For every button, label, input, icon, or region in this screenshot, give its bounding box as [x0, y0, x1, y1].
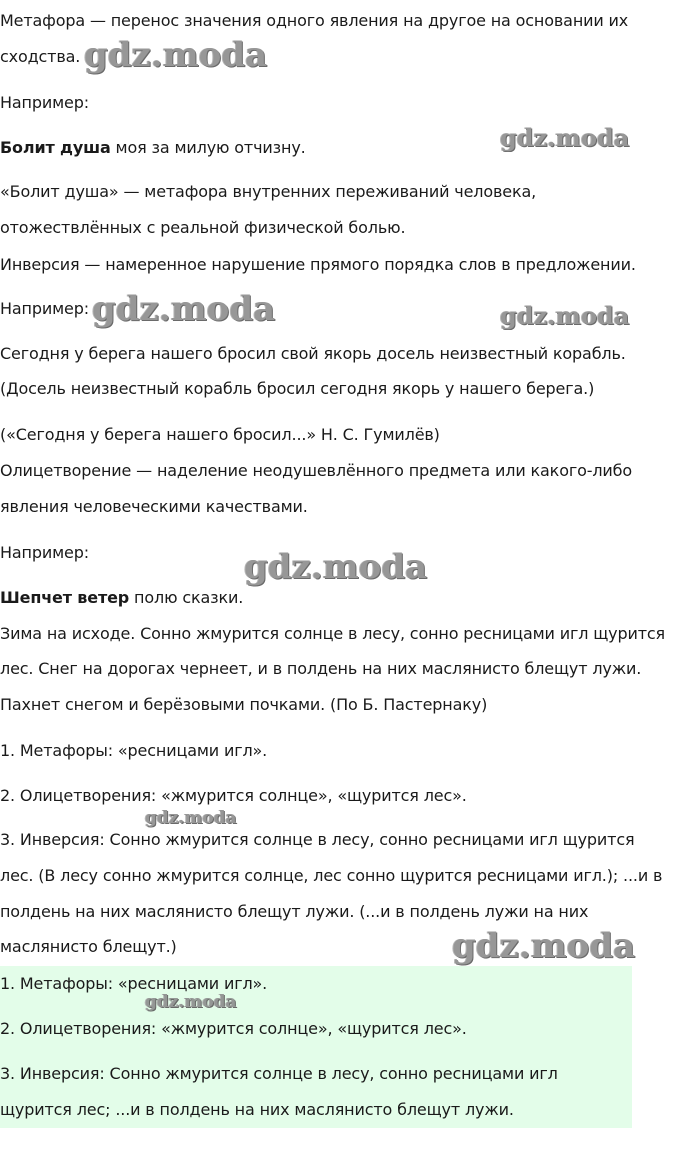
answer-line-3: 3. Инверсия: Сонно жмурится солнце в лесу, сонно ресницами игл [0, 1064, 558, 1083]
answer-line-4: щурится лес; ...и в полдень на них маслянисто блещут лужи. [0, 1100, 514, 1119]
text-line-2: сходства. [0, 47, 81, 66]
text-line-3: Например: [0, 93, 89, 112]
text-line-23: полдень на них маслянисто блещут лужи. (...и в полдень лужи на них [0, 902, 589, 921]
watermark: gdz.moda [84, 35, 268, 75]
watermark: gdz.moda [92, 289, 276, 329]
text-line-19: 1. Метафоры: «ресницами игл». [0, 741, 268, 760]
line-rest: полю сказки. [129, 588, 244, 607]
text-line-6: отожествлённых с реальной физической болью. [0, 218, 406, 237]
watermark: gdz.moda [500, 123, 630, 152]
text-line-11: («Сегодня у берега нашего бросил...» Н. С. Гумилёв) [0, 425, 440, 444]
text-line-12: Олицетворение — наделение неодушевлённого предмета или какого-либо [0, 461, 633, 480]
text-line-17: лес. Снег на дорогах чернеет, и в полдень на них маслянисто блещут лужи. [0, 659, 642, 678]
text-line-18: Пахнет снегом и берёзовыми почками. (По Б. Пастернаку) [0, 695, 488, 714]
answer-line-1: 1. Метафоры: «ресницами игл». [0, 974, 268, 993]
text-line-21: 3. Инверсия: Сонно жмурится солнце в лесу, сонно ресницами игл щурится [0, 830, 635, 849]
text-line-8: Например: [0, 299, 89, 318]
text-line-24: маслянисто блещут.) [0, 937, 177, 956]
text-line-13: явления человеческими качествами. [0, 497, 308, 516]
watermark: gdz.moda [244, 547, 428, 587]
text-line-5: «Болит душа» — метафора внутренних переживаний человека, [0, 182, 537, 201]
watermark: gdz.moda [145, 808, 237, 828]
line-rest: моя за милую отчизну. [110, 138, 306, 157]
text-line-1: Метафора — перенос значения одного явления на другое на основании их [0, 11, 629, 30]
text-line-15 [0, 588, 243, 608]
answer-line-2: 2. Олицетворения: «жмурится солнце», «щурится лес». [0, 1019, 467, 1038]
bold-term: Шепчет ветер [0, 588, 130, 607]
text-line-22: лес. (В лесу сонно жмурится солнце, лес сонно щурится ресницами игл.); ...и в [0, 866, 663, 885]
text-line-10: (Досель неизвестный корабль бросил сегодня якорь у нашего берега.) [0, 379, 595, 398]
text-line-14: Например: [0, 543, 89, 562]
watermark: gdz.moda [500, 301, 630, 330]
text-line-20: 2. Олицетворения: «жмурится солнце», «щурится лес». [0, 786, 467, 805]
text-line-7: Инверсия — намеренное нарушение прямого порядка слов в предложении. [0, 255, 636, 274]
text-line-16: Зима на исходе. Сонно жмурится солнце в лесу, сонно ресницами игл щурится [0, 624, 666, 643]
text-line-9: Сегодня у берега нашего бросил свой якорь досель неизвестный корабль. [0, 344, 626, 363]
bold-term: Болит душа [0, 138, 111, 157]
watermark: gdz.moda [145, 992, 237, 1012]
text-line-4 [0, 138, 306, 158]
watermark: gdz.moda [452, 926, 636, 966]
